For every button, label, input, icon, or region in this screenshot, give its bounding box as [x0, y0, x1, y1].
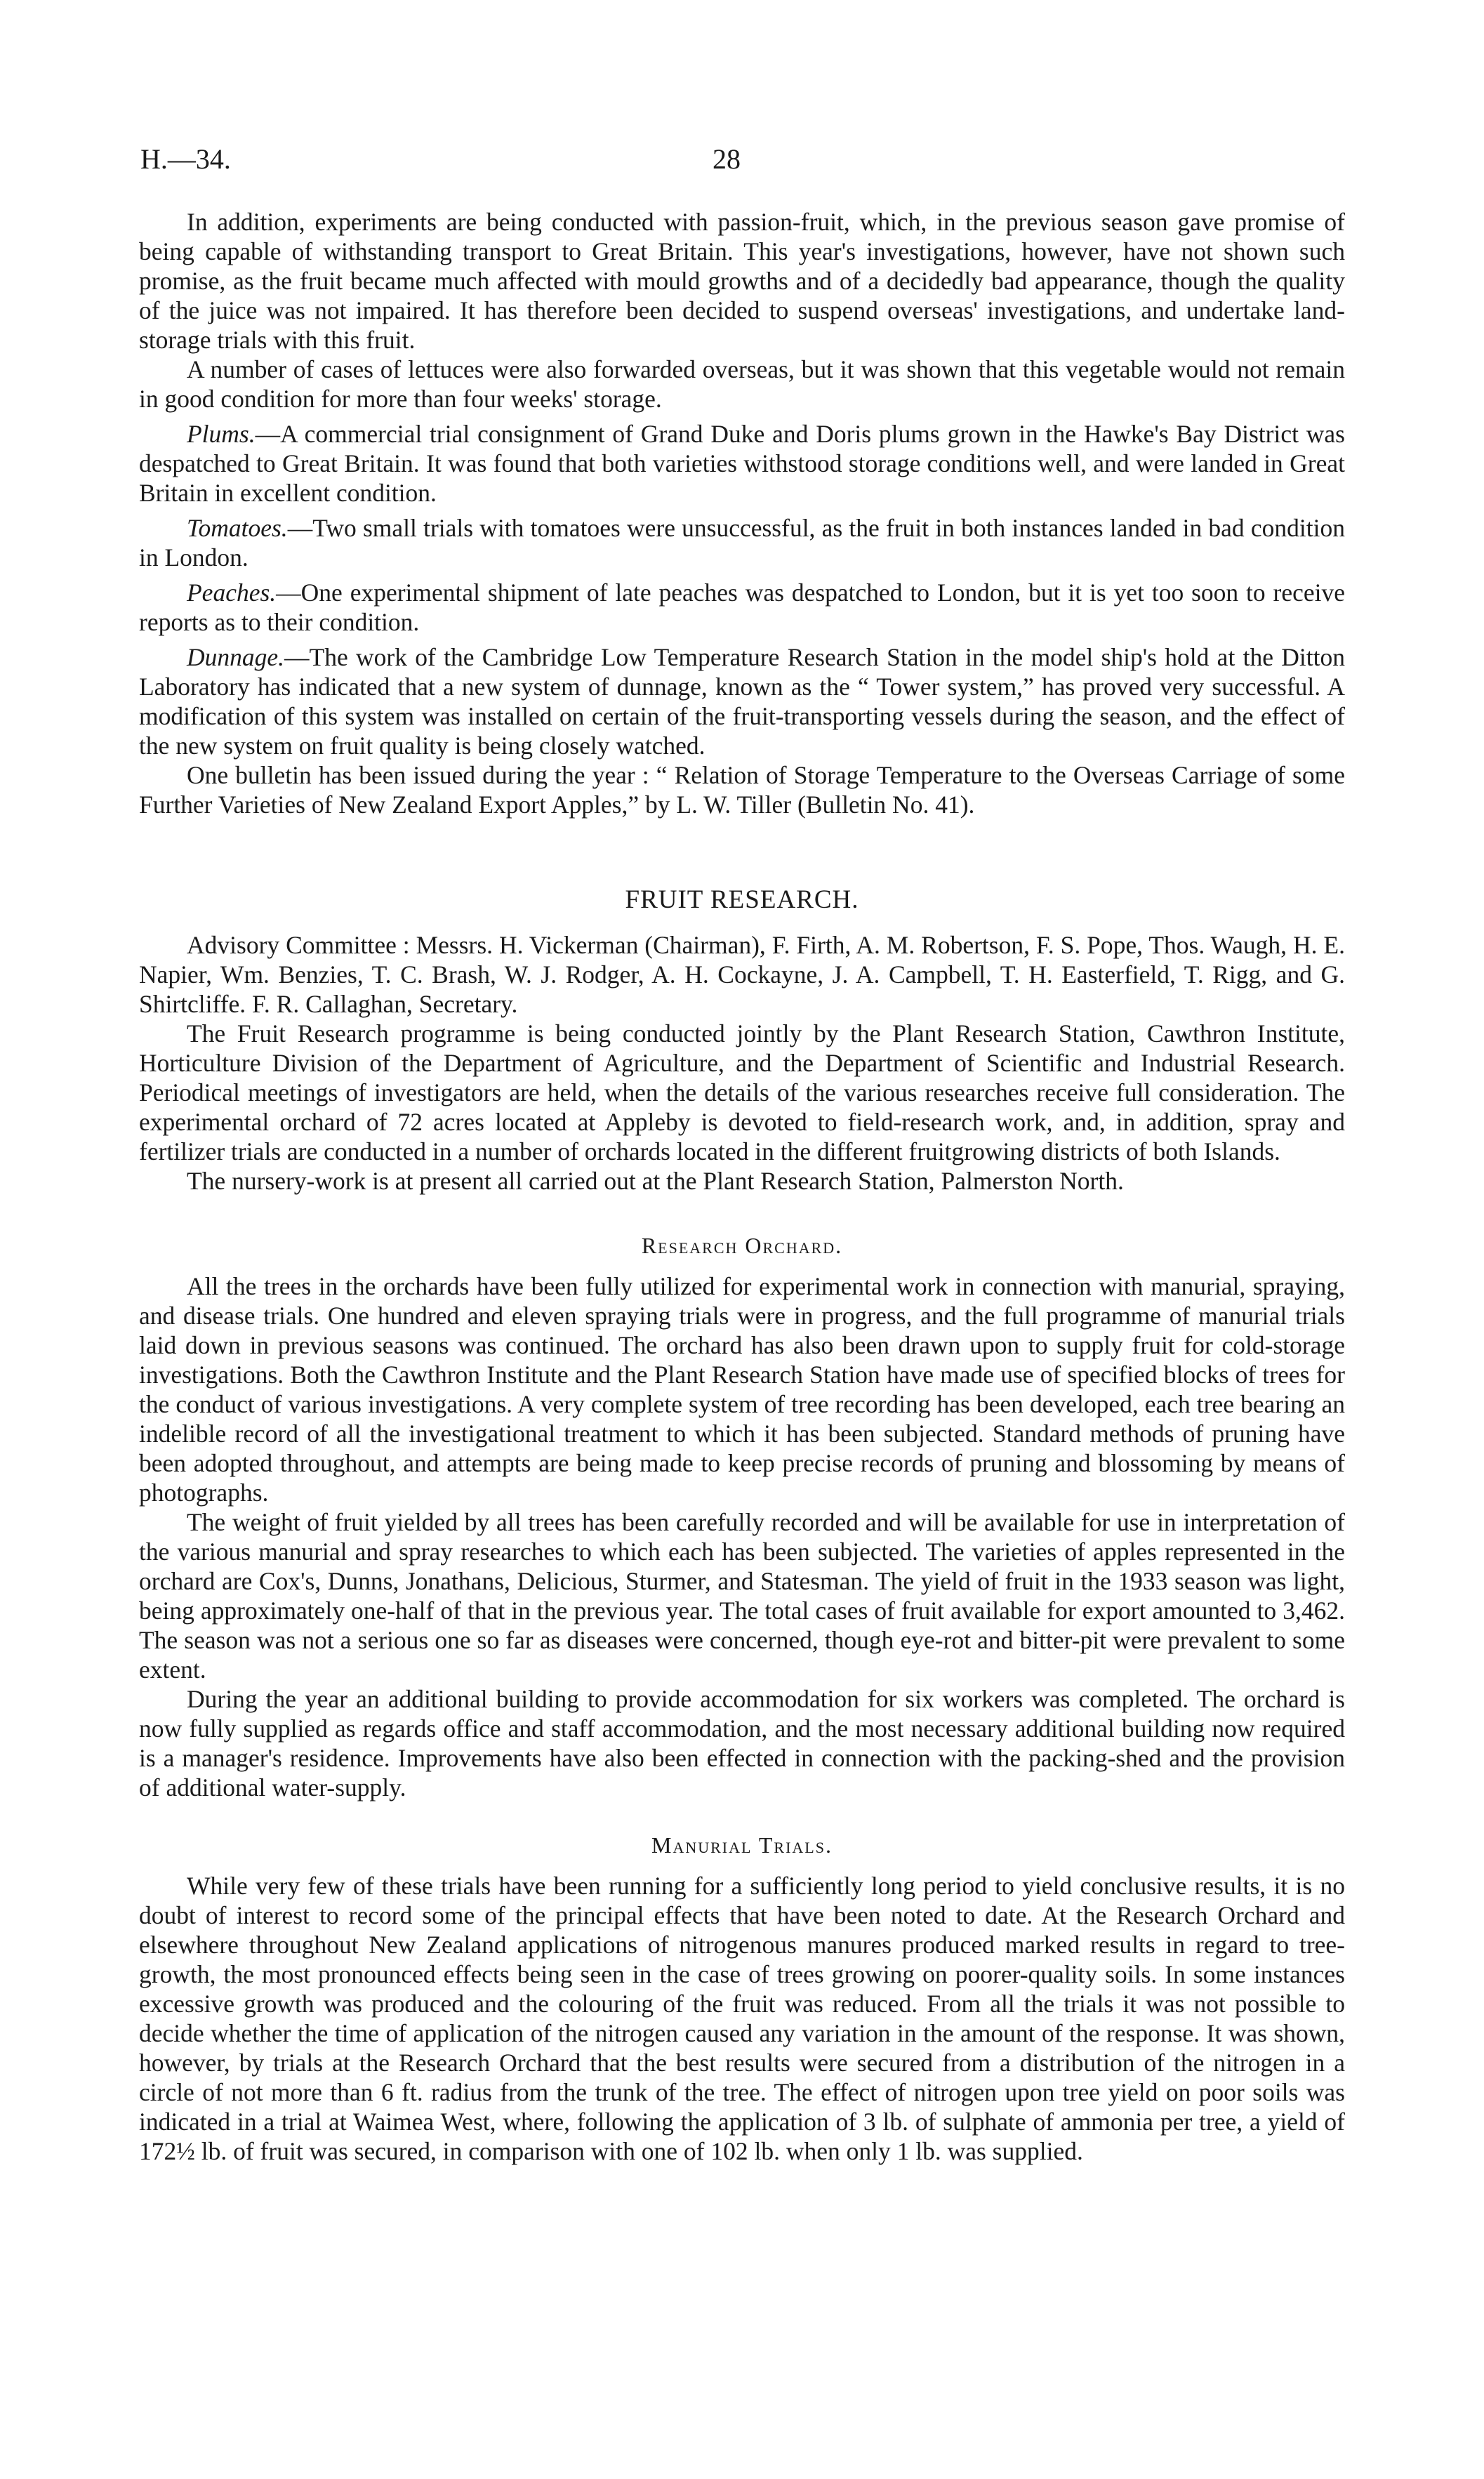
page-body — [139, 207, 1345, 2166]
paragraph: The weight of fruit yielded by all trees has been carefully recorded and will be available for use in interpretation of the various manurial and spray researches to which each has been subjected. The varieties of apples represented in the orchard are Cox's, Dunns, Jonathans, Delicious, Sturmer, and Statesman. The yield of fruit in the 1933 season was light, being approximately one-half of that in the previous year. The total cases of fruit available for export amounted to 3,462. The season was not a serious one so far as diseases were concerned, though eye-rot and bitter-pit were prevalent to some extent. — [139, 1508, 1345, 1684]
paragraph: The nursery-work is at present all carried out at the Plant Research Station, Palmerston North. — [187, 1167, 1124, 1195]
item-text: —The work of the Cambridge Low Temperature Research Station in the model ship's hold at the Ditton Laboratory has indicated that a new system of dunnage, known as the “ Tower system,” has proved very successful. A modification of this system was installed on certain of the fruit-transporting vessels during the season, and the effect of the new system on fruit quality is being closely watched. — [139, 643, 1345, 760]
paragraph: The Fruit Research programme is being conducted jointly by the Plant Research Station, Cawthron Institute, Horticulture Division of the Department of Agriculture, and the Department of Scientific and Industrial Research. Periodical meetings of investigators are held, when the details of the various researches receive full consideration. The experimental orchard of 72 acres located at Appleby is devoted to field-research work, and, in addition, spray and fertilizer trials are conducted in a number of orchards located in the different fruitgrowing districts of both Islands. — [139, 1019, 1345, 1165]
item-label: Peaches. — [187, 579, 277, 607]
item-text: —A commercial trial consignment of Grand Duke and Doris plums grown in the Hawke's Bay District was despatched to Great Britain. It was found that both varieties withstood storage conditions well, and were landed in Great Britain in excellent condition. — [139, 420, 1345, 507]
report-reference: H.—34. — [140, 143, 231, 175]
item-label: Tomatoes. — [187, 514, 288, 542]
item-peaches — [139, 578, 1345, 637]
section-title-research-orchard: Research Orchard. — [641, 1233, 843, 1258]
paragraph: While very few of these trials have been running for a sufficiently long period to yield conclusive results, it is no doubt of interest to record some of the principal effects that have been noted to date. At the Research Orchard and elsewhere throughout New Zealand applications of nitrogenous manures produced marked results in regard to tree-growth, the most pronounced effects being seen in the case of trees growing on poorer-quality soils. In some instances excessive growth was produced and the colouring of the fruit was reduced. From all the trials it was not possible to decide whether the time of application of the nitrogen caused any variation in the amount of the response. It was shown, however, by trials at the Research Orchard that the best results were secured from a distribution of the nitrogen in a circle of not more than 6 ft. radius from the trunk of the tree. The effect of nitrogen upon tree yield on poor soils was indicated in a trial at Waimea West, where, following the application of 3 lb. of sulphate of ammonia per tree, a yield of 172½ lb. of fruit was secured, in comparison with one of 102 lb. when only 1 lb. was supplied. — [139, 1872, 1345, 2165]
section-title-manurial-trials: Manurial Trials. — [651, 1832, 833, 1858]
paragraph: Advisory Committee : Messrs. H. Vickerman (Chairman), F. Firth, A. M. Robertson, F. S. Pope, Thos. Waugh, H. E. Napier, Wm. Benzies, T. C. Brash, W. J. Rodger, A. H. Cockayne, J. A. Campbell, T. H. Easterfield, T. Rigg, and G. Shirtcliffe. F. R. Callaghan, Secretary. — [139, 931, 1345, 1018]
page-number: 28 — [713, 143, 741, 175]
paragraph: During the year an additional building to provide accommodation for six workers was completed. The orchard is now fully supplied as regards office and staff accommodation, and the most necessary additional building now required is a manager's residence. Improvements have also been effected in connection with the packing-shed and the provision of additional water-supply. — [139, 1685, 1345, 1802]
paragraph: A number of cases of lettuces were also forwarded overseas, but it was shown that this vegetable would not remain in good condition for more than four weeks' storage. — [139, 355, 1345, 413]
item-tomatoes — [139, 513, 1345, 572]
item-text: —One experimental shipment of late peaches was despatched to London, but it is yet too soon to receive reports as to their condition. — [139, 579, 1345, 636]
section-title-fruit-research: FRUIT RESEARCH. — [625, 885, 859, 914]
item-dunnage — [139, 642, 1345, 760]
item-text: —Two small trials with tomatoes were unsuccessful, as the fruit in both instances landed in bad condition in London. — [139, 514, 1345, 571]
paragraph: In addition, experiments are being conducted with passion-fruit, which, in the previous season gave promise of being capable of withstanding transport to Great Britain. This year's investigations, however, have not shown such promise, as the fruit became much affected with mould growths and of a decidedly bad appearance, though the quality of the juice was not impaired. It has therefore been decided to suspend overseas' investigations, and undertake land-storage trials with this fruit. — [139, 208, 1345, 354]
bulletin-paragraph: One bulletin has been issued during the year : “ Relation of Storage Temperature to the Overseas Carriage of some Further Varieties of New Zealand Export Apples,” by L. W. Tiller (Bulletin No. 41). — [139, 761, 1345, 819]
item-plums — [139, 419, 1345, 508]
item-label: Dunnage. — [187, 643, 285, 671]
item-label: Plums. — [187, 420, 256, 448]
paragraph: All the trees in the orchards have been fully utilized for experimental work in connection with manurial, spraying, and disease trials. One hundred and eleven spraying trials were in progress, and the full programme of manurial trials laid down in previous seasons was continued. The orchard has also been drawn upon to supply fruit for cold-storage investigations. Both the Cawthron Institute and the Plant Research Station have made use of specified blocks of trees for the conduct of various investigations. A very complete system of tree recording has been developed, each tree bearing an indelible record of all the investigational treatment to which it has been subjected. Standard methods of pruning have been adopted throughout, and attempts are being made to keep precise records of pruning and blossoming by means of photographs. — [139, 1272, 1345, 1507]
